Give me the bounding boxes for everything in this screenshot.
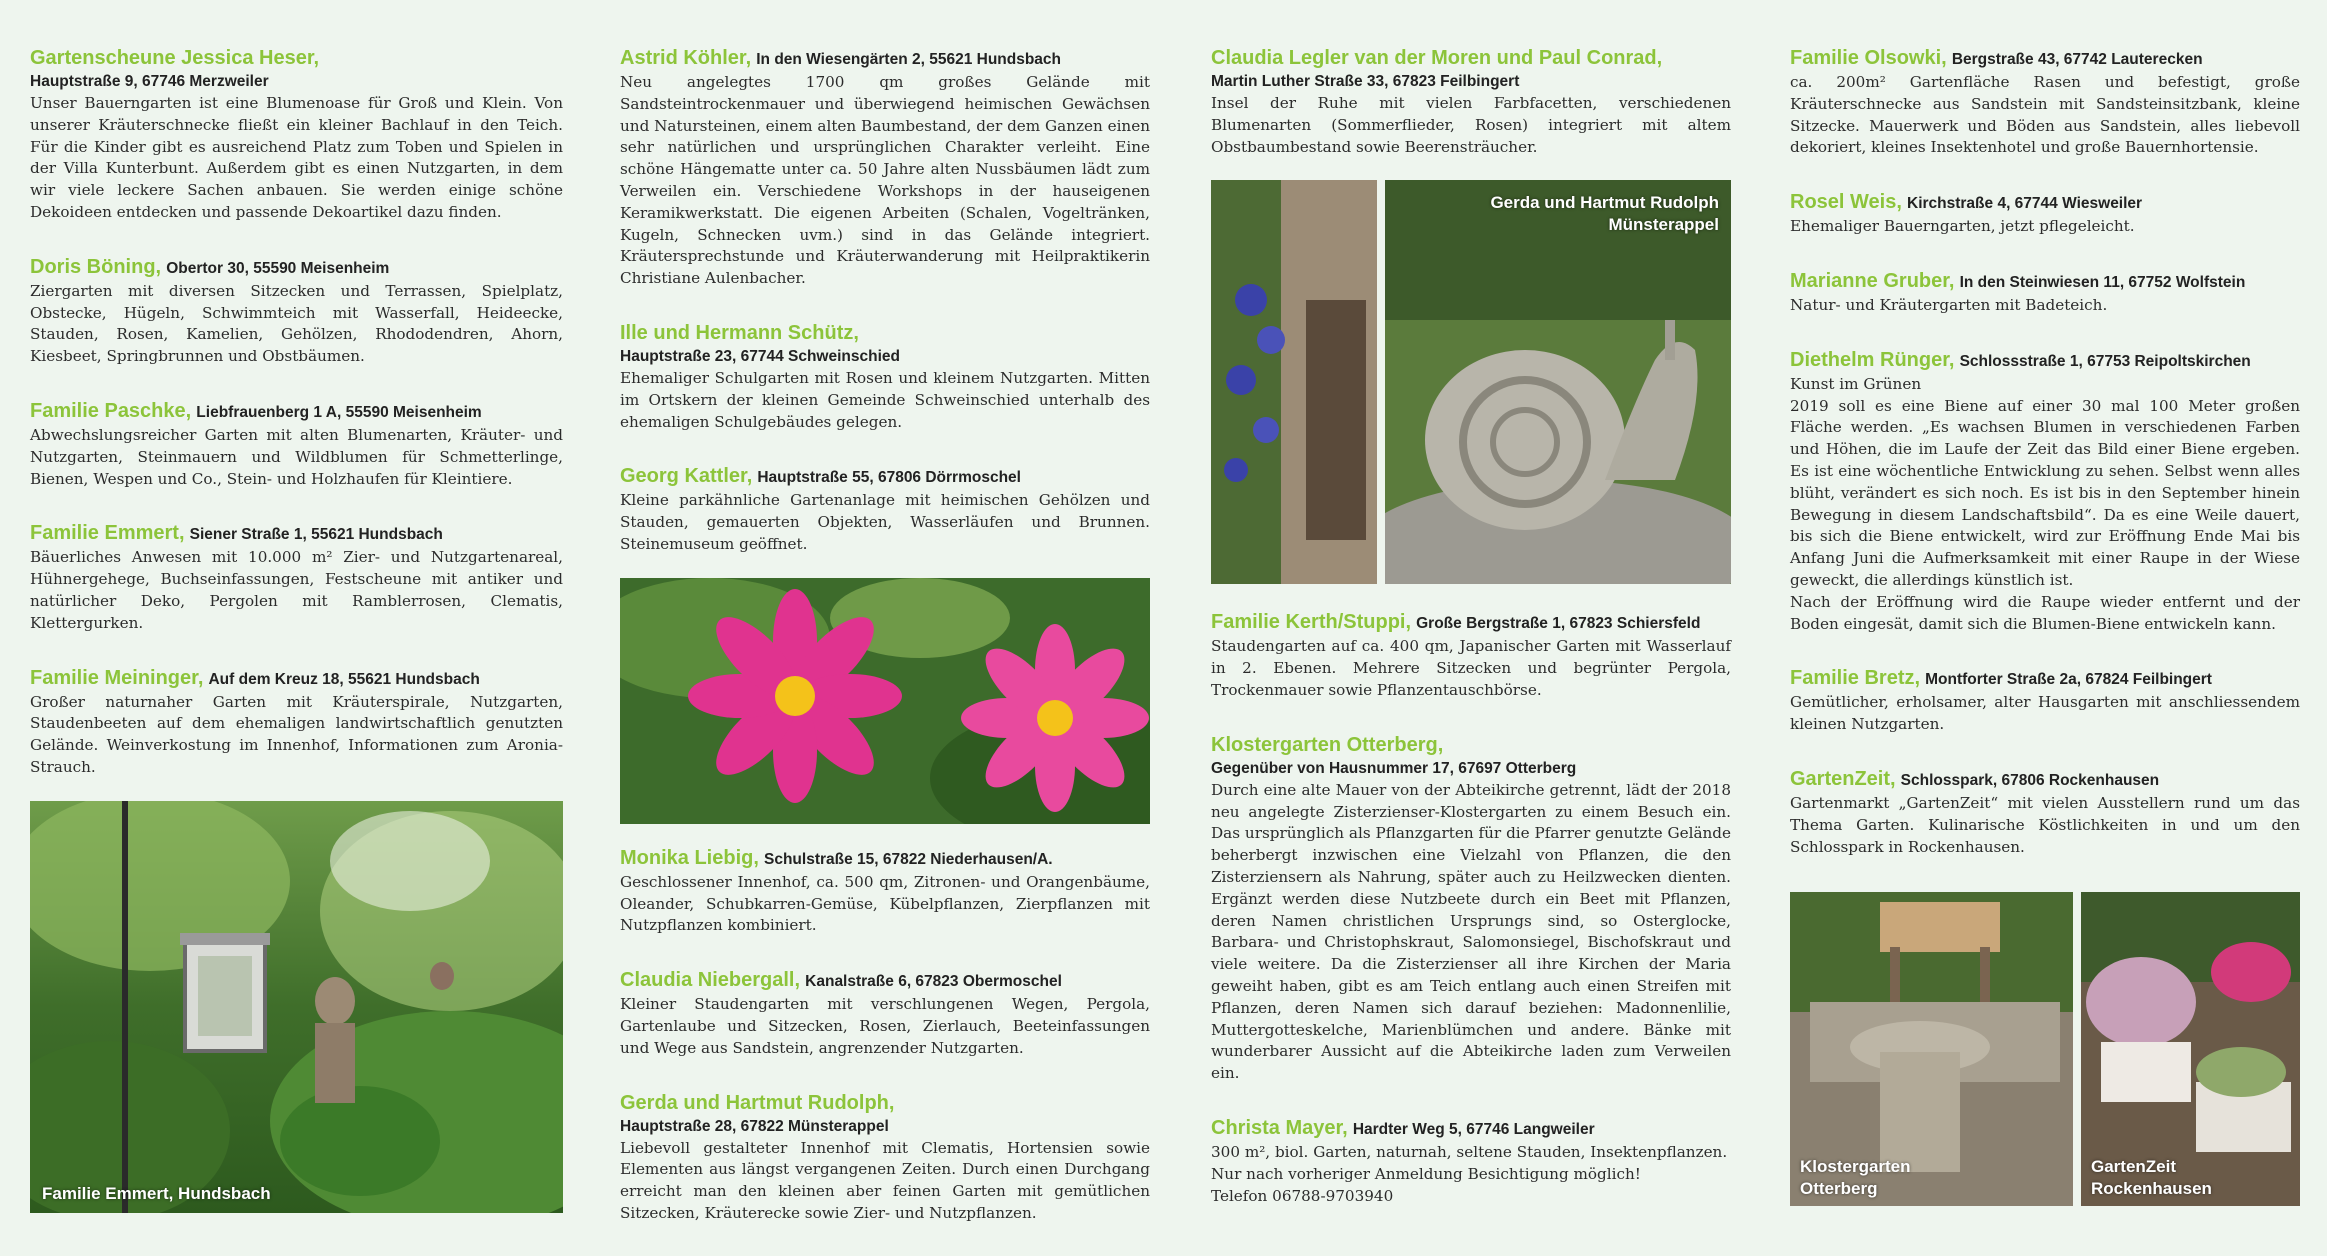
garden-entry-heser: [30, 46, 563, 224]
photo-group-rudolph: [1211, 180, 1731, 584]
photo-caption: [1800, 1156, 1911, 1200]
photo-cosmos-flowers: [620, 578, 1150, 824]
caption-line: Münsterappel: [1608, 215, 1719, 235]
garden-description: Ehemaliger Schulgarten mit Rosen und kleinem Nutzgarten. Mitten im Ortskern der kleinen Gemeinde Schweinschied unterhalb des ehemaligen Schulgebäudes gelegen.: [620, 368, 1150, 431]
photo-caption: [2091, 1156, 2212, 1200]
garden-description-2: 2019 soll es eine Biene auf einer 30 mal 100 Meter großen Fläche werden. „Es wachsen Blumen in verschiedenen Farben und Höhen, die im Laufe der Zeit das Bild einer Biene ergeben. Es ist eine wöchentliche Entwicklung zu sehen. Selbst wenn alles blüht, verändert es sich noch. Es ist bis in den September hinein Bewegung in diesem Landschaftsbild“. Da es eine Weile dauert, bis sich die Biene entwickelt, wird zur Eröffnung Ende Mai bis Anfang Juni die Aufmerksamkeit mit einer Raupe in der Wiese geweckt, die allerdings künstlich ist.: [1790, 396, 2300, 589]
garden-address: In den Wiesengärten 2, 55621 Hundsbach: [756, 51, 1062, 68]
cosmos-flower-image: [620, 578, 1150, 824]
garden-lantern-image: [30, 801, 563, 1213]
garden-name: Gerda und Hartmut Rudolph,: [620, 1091, 895, 1114]
garden-address: In den Steinwiesen 11, 67752 Wolfstein: [1959, 273, 2246, 291]
garden-entry-weis: [1790, 190, 2300, 238]
garden-entry-kerth: [1211, 610, 1731, 701]
garden-description: Unser Bauerngarten ist eine Blumenoase für Groß und Klein. Von unserer Kräuterschnecke fließt ein kleiner Bachlauf in den Teich. Für die Kinder gibt es ausreichend Platz zum Toben und Spielen in der Villa Kunterbunt. Außerdem gibt es einen Nutzgarten, in dem wir viele leckere Sachen anbauen. Sie werden einige schöne Dekoideen entdecken und passende Dekoartikel dazu finden.: [30, 94, 563, 221]
garden-entry-niebergall: [620, 968, 1150, 1059]
photo-clematis-door: [1211, 180, 1377, 584]
garden-description: ca. 200m² Gartenfläche Rasen und befestigt, große Kräuterschnecke aus Sandstein mit Sandsteinsitzbank, kleine Sitzecke. Mauerwerk und Böden aus Sandstein, alles liebevoll dekoriert, kleines Insektenhotel und große Bauernhortensie.: [1790, 73, 2300, 157]
garden-description: 300 m², biol. Garten, naturnah, seltene Stauden, Insektenpflanzen. Nur nach vorheriger Anmeldung Besichtigung möglich!: [1211, 1142, 1728, 1183]
garden-entry-gartenzeit: [1790, 767, 2300, 858]
caption-line: Rockenhausen: [2091, 1179, 2212, 1199]
garden-entry-ruenger: [1790, 348, 2300, 636]
garden-description: Abwechslungsreicher Garten mit alten Blumenarten, Kräuter- und Nutzgarten, Steinmauern und Wildblumen für Schmetterlinge, Bienen, Wespen und Co., Stein- und Holzhaufen für Kleintiere.: [30, 425, 563, 488]
garden-address: Kirchstraße 4, 67744 Wiesweiler: [1907, 195, 2143, 213]
garden-description: Natur- und Kräutergarten mit Badeteich.: [1790, 295, 2108, 314]
garden-description: Neu angelegtes 1700 qm großes Gelände mit Sandsteintrockenmauer und überwiegend heimischen Gewächsen und Natursteinen, einem alten Baumbestand, der dem Ganzen einen sehr natürlichen und ursprünglichen Charakter verleiht. Eine schöne Hängematte unter ca. 50 Jahre alten Nussbäumen lädt zum Verweilen ein. Verschiedene Workshops in der hauseigenen Keramikwerkstatt. Die eigenen Arbeiten (Schalen, Vogeltränken, Kugeln, Schnecken uvm.) sind in das Gelände integriert. Kräutersprechstunde und Kräuterwanderung mit Heilpraktikerin Christiane Aulenbacher.: [620, 73, 1150, 288]
garden-entry-rudolph: [620, 1091, 1150, 1225]
garden-description: Kunst im Grünen: [1790, 374, 1922, 393]
column-3: [1211, 46, 1731, 1238]
garden-description: Liebevoll gestalteter Innenhof mit Clematis, Hortensien sowie Elementen aus längst vergangenen Zeiten. Durch einen Durchgang erreicht man den kleinen aber feinen Garten mit gemütlichen Sitzecken, Kräuterecke sowie Zier- und Nutzpflanzen.: [620, 1138, 1150, 1222]
stone-snail-image: [1385, 180, 1731, 584]
garden-address: Hardter Weg 5, 67746 Langweiler: [1352, 1120, 1595, 1138]
garden-address: Siener Straße 1, 55621 Hundsbach: [189, 526, 443, 544]
garden-description: Staudengarten auf ca. 400 qm, Japanischer Garten mit Wasserlauf in 2. Ebenen. Mehrere Sitzecken und begrünter Pergola, Trockenmauer sowie Pflanzentauschbörse.: [1211, 637, 1731, 699]
photo-snail-sculpture: [1385, 180, 1731, 584]
photo-caption: Familie Emmert, Hundsbach: [42, 1183, 271, 1203]
garden-address: Hauptstraße 55, 67806 Dörrmoschel: [757, 469, 1021, 487]
garden-description: Insel der Ruhe mit vielen Farbfacetten, verschiedenen Blumenarten (Sommerflieder, Rosen) integriert mit altem Obstbaumbestand sowie Beerensträucher.: [1211, 94, 1731, 156]
garden-name: Gartenscheune Jessica Heser,: [30, 47, 320, 69]
garden-name: Familie Meininger,: [30, 666, 204, 689]
photo-group-bottom: [1790, 892, 2300, 1206]
garden-name: Familie Kerth/Stuppi,: [1211, 611, 1412, 634]
garden-entry-schuetz: [620, 321, 1150, 433]
garden-address: Liebfrauenberg 1 A, 55590 Meisenheim: [196, 403, 482, 421]
caption-line: Otterberg: [1800, 1179, 1878, 1199]
garden-name: Claudia Legler van der Moren und Paul Conrad,: [1211, 47, 1663, 69]
garden-address: Schlosspark, 67806 Rockenhausen: [1900, 771, 2160, 789]
garden-name: Monika Liebig,: [620, 846, 759, 869]
garden-phone: Telefon 06788-9703940: [1211, 1186, 1394, 1205]
garden-entry-bretz: [1790, 666, 2300, 736]
garden-entry-olsowki: [1790, 46, 2300, 159]
garden-name: GartenZeit,: [1790, 767, 1896, 790]
garden-description: Großer naturnaher Garten mit Kräuterspirale, Nutzgarten, Staudenbeeten auf dem ehemaligen landwirtschaftlich genutzten Gelände. Weinverkostung im Innenhof, Informationen zum Aronia-Strauch.: [30, 692, 563, 776]
garden-name: Familie Bretz,: [1790, 667, 1921, 690]
garden-entry-otterberg: [1211, 733, 1731, 1085]
garden-description: Kleine parkähnliche Gartenanlage mit heimischen Gehölzen und Stauden, gemauerten Objekten, Wasserläufen und Brunnen. Steinemuseum geöffnet.: [620, 491, 1150, 553]
garden-name: Claudia Niebergall,: [620, 969, 801, 992]
garden-address: Martin Luther Straße 33, 67823 Feilbingert: [1211, 73, 1520, 90]
garden-description-3: Nach der Eröffnung wird die Raupe wieder entfernt und der Boden eingesät, damit sich die Blumen-Biene entwickeln kann.: [1790, 592, 2300, 633]
garden-description: Gartenmarkt „GartenZeit“ mit vielen Ausstellern rund um das Thema Garten. Kulinarische Köstlichkeiten in und um den Schlosspark in Rockenhausen.: [1790, 793, 2300, 856]
garden-entry-boening: [30, 255, 563, 368]
garden-description: Kleiner Staudengarten mit verschlungenen Wegen, Pergola, Gartenlaube und Sitzecken, Rosen, Zierlauch, Beeteinfassungen und Wege aus Sandstein, angrenzender Nutzgarten.: [620, 995, 1150, 1057]
photo-klostergarten: [1790, 892, 2073, 1206]
garden-address: Obertor 30, 55590 Meisenheim: [166, 259, 390, 277]
garden-name: Georg Kattler,: [620, 465, 753, 488]
garden-description: Gemütlicher, erholsamer, alter Hausgarten mit anschliessendem kleinen Nutzgarten.: [1790, 693, 2300, 734]
garden-address: Bergstraße 43, 67742 Lauterecken: [1951, 51, 2203, 68]
garden-entry-liebig: [620, 846, 1150, 937]
caption-line: GartenZeit: [2091, 1157, 2177, 1177]
garden-address: Gegenüber von Hausnummer 17, 67697 Otterberg: [1211, 759, 1577, 777]
garden-address: Montforter Straße 2a, 67824 Feilbingert: [1925, 671, 2212, 689]
caption-line: Klostergarten: [1800, 1157, 1911, 1177]
garden-entry-paschke: [30, 399, 563, 490]
photo-emmert-garden: [30, 801, 563, 1213]
garden-address: Schulstraße 15, 67822 Niederhausen/A.: [764, 850, 1053, 868]
garden-entry-kattler: [620, 464, 1150, 555]
garden-address: Hauptstraße 9, 67746 Merzweiler: [30, 73, 269, 90]
column-1: [30, 46, 563, 1213]
garden-name: Diethelm Rünger,: [1790, 348, 1955, 371]
garden-entry-legler: [1211, 46, 1731, 158]
garden-name: Familie Paschke,: [30, 399, 192, 422]
clematis-image: [1211, 180, 1377, 584]
garden-entry-mayer: [1211, 1116, 1731, 1207]
column-2: [620, 46, 1150, 1256]
garden-entry-gruber: [1790, 269, 2300, 317]
garden-description: Bäuerliches Anwesen mit 10.000 m² Zier- und Nutzgartenareal, Hühnergehege, Buchseinfassungen, Festscheune mit antiker und natürlicher Deko, Pergolen mit Ramblerrosen, Clematis, Klettergurken.: [30, 548, 563, 632]
garden-description: Ehemaliger Bauerngarten, jetzt pflegeleicht.: [1790, 217, 2135, 236]
garden-address: Schlossstraße 1, 67753 Reipoltskirchen: [1959, 352, 2251, 370]
column-4: [1790, 46, 2300, 1206]
garden-address: Auf dem Kreuz 18, 55621 Hundsbach: [208, 670, 480, 688]
garden-name: Doris Böning,: [30, 255, 162, 278]
garden-name: Familie Olsowki,: [1790, 47, 1947, 69]
garden-name: Klostergarten Otterberg,: [1211, 733, 1444, 756]
garden-entry-emmert: [30, 521, 563, 634]
garden-address: Hauptstraße 23, 67744 Schweinschied: [620, 347, 900, 365]
garden-address: Große Bergstraße 1, 67823 Schiersfeld: [1416, 615, 1701, 633]
garden-name: Marianne Gruber,: [1790, 269, 1955, 292]
garden-name: Christa Mayer,: [1211, 1116, 1348, 1139]
garden-name: Rosel Weis,: [1790, 191, 1902, 214]
garden-description: Durch eine alte Mauer von der Abteikirche getrennt, lädt der 2018 neu angelegte Zisterzienser-Klostergarten zu einem Besuch ein. Das ursprünglich als Pflanzgarten für die Pfarrer genutzte Gelände beherbergt inzwischen eine Vielzahl von Pflanzen, die den Zisterziensern als Nahrung, später auch zu Heilzwecken dienten. Ergänzt werden diese Nutzbeete durch ein Beet mit Pflanzen, deren Namen christlichen Ursprungs sind, so Osterglocke, Barbara- und Christophskraut, Salomonsiegel, Bischofskraut und viele weitere. Da die Zisterzienser all ihre Kirchen der Maria geweiht haben, gibt es am Teich entlang auch einen Streifen mit Pflanzen, deren Namen sich darauf beziehen: Madonnenlilie, Muttergotteskelche, Marienblümchen und andere. Bänke mit wunderbarer Aussicht auf die Abteikirche laden zum Verweilen ein.: [1211, 780, 1731, 1083]
photo-caption: [1490, 192, 1719, 236]
garden-address: Kanalstraße 6, 67823 Obermoschel: [805, 973, 1062, 991]
garden-description: Geschlossener Innenhof, ca. 500 qm, Zitronen- und Orangenbäume, Oleander, Schubkarren-Gemüse, Kübelpflanzen, Zierpflanzen mit Nutzpflanzen kombiniert.: [620, 872, 1150, 935]
garden-name: Ille und Hermann Schütz,: [620, 321, 859, 344]
garden-entry-koehler: [620, 46, 1150, 290]
caption-line: Gerda und Hartmut Rudolph: [1490, 193, 1719, 213]
garden-entry-meininger: [30, 666, 563, 779]
photo-gartenzeit: [2081, 892, 2300, 1206]
garden-name: Astrid Köhler,: [620, 47, 752, 69]
garden-description: Ziergarten mit diversen Sitzecken und Terrassen, Spielplatz, Obstecke, Hügeln, Schwimmteich mit Wasserfall, Heideecke, Stauden, Rosen, Kamelien, Gehölzen, Rhododendren, Ahorn, Kiesbeet, Springbrunnen und Obstbäumen.: [30, 281, 563, 366]
garden-name: Familie Emmert,: [30, 522, 185, 545]
garden-address: Hauptstraße 28, 67822 Münsterappel: [620, 1117, 889, 1135]
